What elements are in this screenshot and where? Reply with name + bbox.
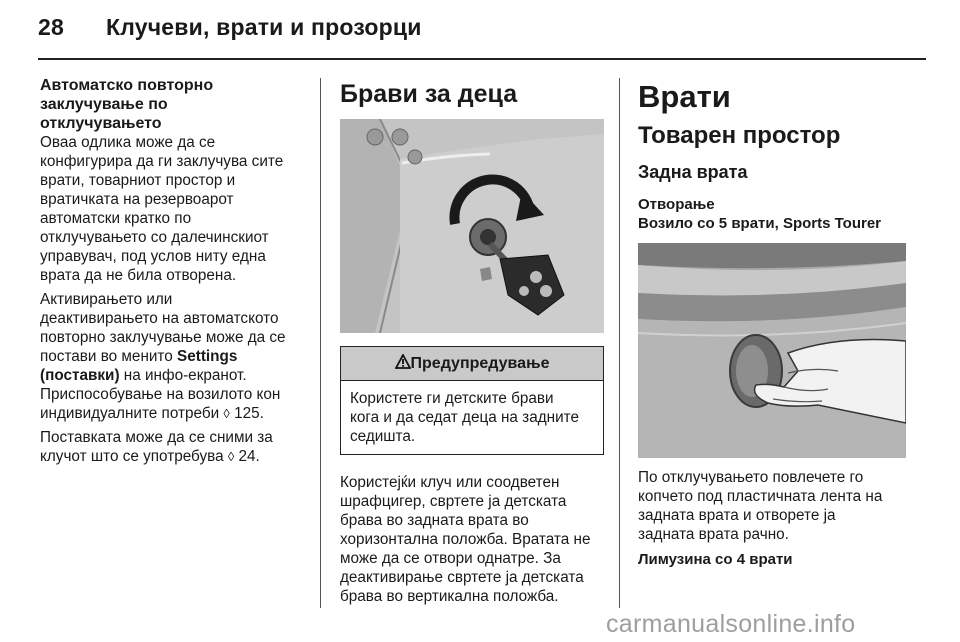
paragraph-tailgate-instructions: По отклучувањето повлечете го копчето под пластичната лента на задната врата и отворете ја задната врата рачно. <box>638 469 883 543</box>
child-lock-key-drawing <box>340 119 604 333</box>
section-heading-tailgate: Задна врата <box>638 162 748 182</box>
tailgate-hand-drawing <box>638 243 906 458</box>
section-heading-auto-relock: Автоматско повторно заклучување по отклучувањето <box>40 77 214 132</box>
page-title: Клучеви, врати и прозорци <box>106 14 422 40</box>
section-heading-cargo: Товарен простор <box>638 122 841 149</box>
subheading-opening: Отворање <box>638 196 715 213</box>
column-2 <box>340 76 604 606</box>
header-rule <box>38 58 926 60</box>
paragraph-activation: Активирањето или деактивирањето на автоматското повторно заклучување може да се постави во менито Settings (поставки) на инфо-екранот. Приспособување на возилото кон индивидуалните потреби ◊ 125. <box>40 291 286 422</box>
page-header <box>38 14 422 41</box>
page-reference-125[interactable]: 125. <box>229 405 264 422</box>
page-reference-icon: ◊ <box>223 406 230 421</box>
warning-body: Користете ги детските брави кога и да седат деца на задните седишта. <box>350 390 579 445</box>
column-3 <box>638 76 906 569</box>
watermark: carmanualsonline.info <box>606 610 856 638</box>
warning-triangle-icon <box>395 354 411 369</box>
warning-box <box>340 346 604 455</box>
tailgate-handle-illustration <box>638 243 906 458</box>
page-reference-24[interactable]: 24. <box>234 448 260 465</box>
subheading-4-door-sedan: Лимузина со 4 врати <box>638 551 793 568</box>
settings-menu-name-translation: (поставки) <box>40 367 120 384</box>
chapter-heading-doors: Врати <box>638 79 731 114</box>
column-divider-1 <box>320 78 321 608</box>
paragraph-child-lock-instructions: Користејќи клуч или соодветен шрафцигер, свртете ја детската брава во задната врата во хоризонтална положба. Вратата не може да се отвори однатре. За деактивирање свртете ја детската брава во вертикална положба. <box>340 474 591 605</box>
section-heading-child-locks: Брави за деца <box>340 80 518 108</box>
column-1 <box>40 76 312 471</box>
column-divider-2 <box>619 78 620 608</box>
warning-header <box>341 347 603 381</box>
paragraph-auto-relock-desc: Оваа одлика може да се конфигурира да ги заклучува сите врати, товарниот простор и вратичката на резервоарот автоматски кратко по отклучувањето со далечинскиот управувач, под услов ниту една врата да не била отворена. <box>40 134 284 284</box>
page-reference-icon: ◊ <box>227 449 235 464</box>
child-lock-illustration <box>340 119 604 333</box>
page-number: 28 <box>38 14 64 40</box>
settings-menu-name: Settings <box>177 348 238 365</box>
paragraph-key-save: Поставката може да се сними за клучот што се употребува ◊ 24. <box>40 429 273 465</box>
warning-title: Предупредување <box>410 355 550 372</box>
subheading-5-door: Возило со 5 врати, Sports Tourer <box>638 215 882 232</box>
